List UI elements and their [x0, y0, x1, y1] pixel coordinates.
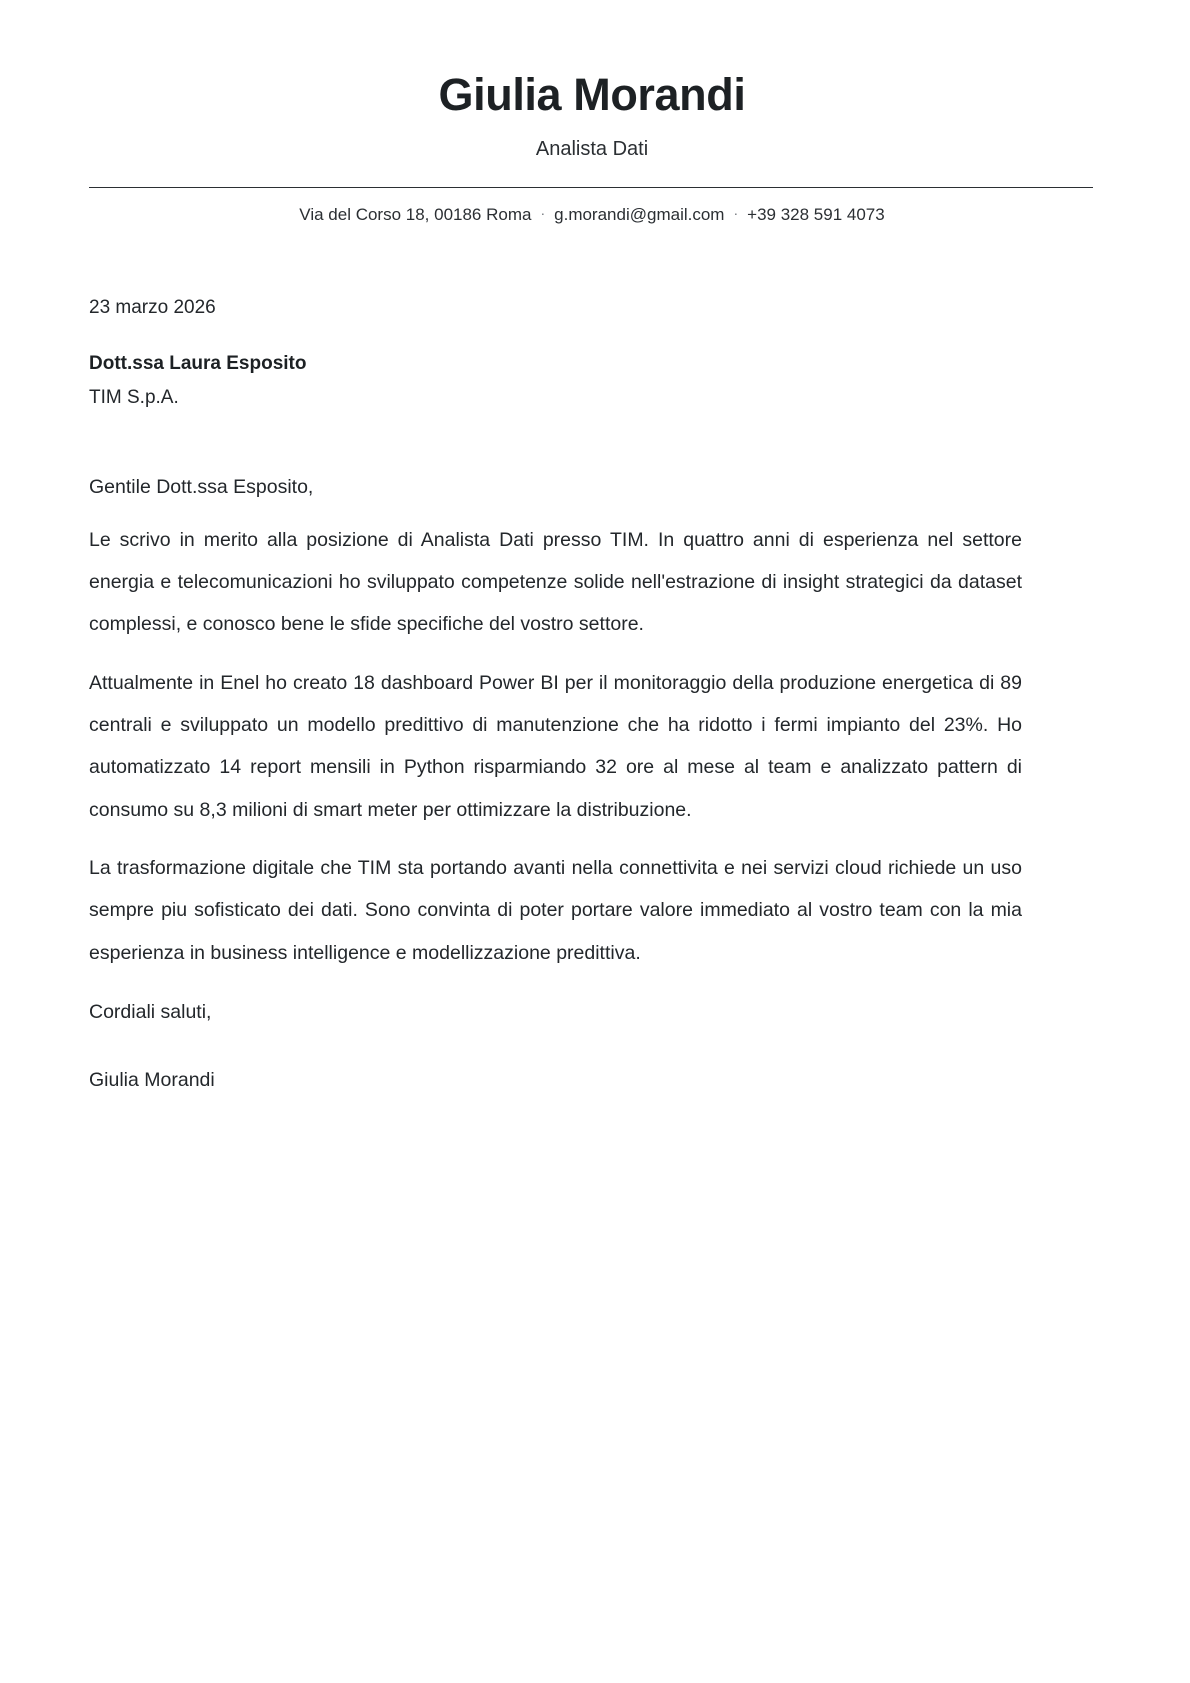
body-paragraph-1: Le scrivo in merito alla posizione di Analista Dati presso TIM. In quattro anni di esperienza nel settore energia e telecomunicazioni ho sviluppato competenze solide nell'estrazione di insight strategici da dataset complessi, e conosco bene le sfide specifiche del vostro settore. — [89, 528, 1022, 636]
candidate-name: Giulia Morandi — [438, 69, 746, 120]
body-paragraph-2: Attualmente in Enel ho creato 18 dashboard Power BI per il monitoraggio della produzione energetica di 89 centrali e sviluppato un modello predittivo di manutenzione che ha ridotto i fermi impianto del 23%. Ho automatizzato 14 report mensili in Python risparmiando 32 ore al mese al team e analizzato pattern di consumo su 8,3 milioni di smart meter per ottimizzare la distribuzione. — [89, 671, 1022, 821]
salutation: Gentile Dott.ssa Esposito, — [89, 476, 314, 499]
letter-date: 23 marzo 2026 — [89, 297, 216, 319]
contact-address: Via del Corso 18, 00186 Roma — [299, 205, 532, 225]
candidate-job-title: Analista Dati — [535, 138, 649, 161]
contact-separator-2: · — [733, 205, 739, 222]
letter-sheet — [89, 0, 1095, 1095]
closing-line: Cordiali saluti, — [89, 1000, 212, 1023]
letter-body — [89, 294, 1022, 1095]
header-divider — [89, 187, 1093, 188]
contact-line — [89, 204, 1095, 226]
body-paragraph-3: La trasformazione digitale che TIM sta portando avanti nella connettivita e nei servizi cloud richiede un uso sempre piu sofisticato dei dati. Sono convinta di poter portare valore immediato al vostro team con la mia esperienza in business intelligence e modellizzazione predittiva. — [89, 856, 1022, 964]
contact-separator-1: · — [540, 205, 546, 222]
contact-email[interactable]: g.morandi@gmail.com — [554, 205, 725, 225]
recipient-name: Dott.ssa Laura Esposito — [89, 353, 307, 375]
recipient-block — [89, 350, 1022, 411]
signature-name: Giulia Morandi — [89, 1068, 215, 1091]
contact-phone[interactable]: +39 328 591 4073 — [747, 205, 885, 225]
letter-header — [89, 0, 1095, 226]
recipient-company: TIM S.p.A. — [89, 386, 179, 408]
